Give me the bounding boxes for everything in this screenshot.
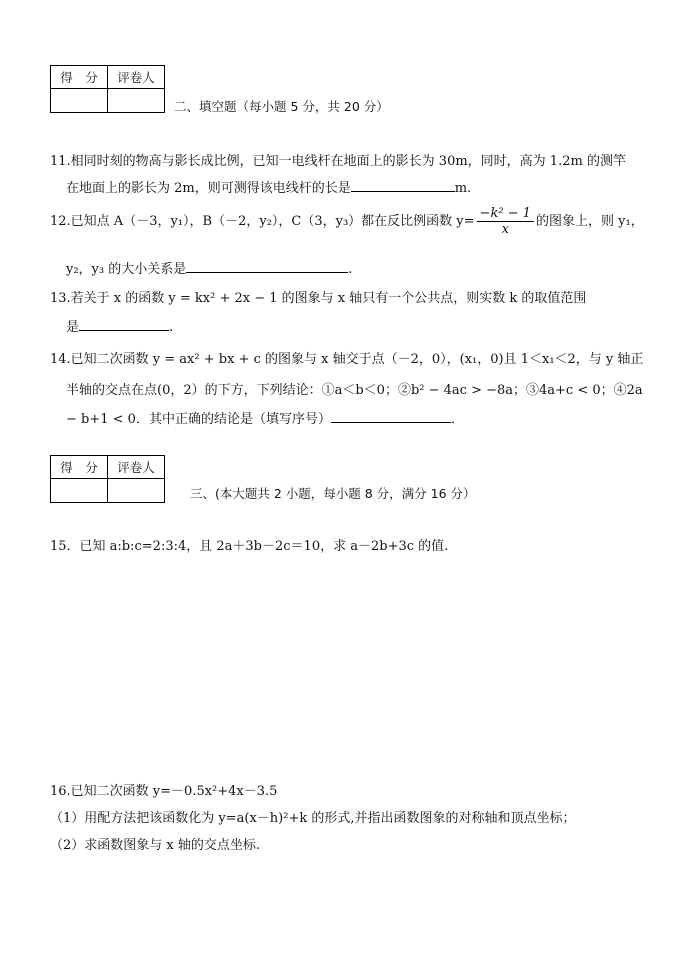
q14-line3: [66, 408, 464, 427]
score-label: 得 分: [51, 66, 108, 89]
q11-line2-text: 在地面上的影长为 2m，则可测得该电线杆的长是: [66, 181, 351, 196]
answer-blank: [79, 318, 169, 331]
section3-heading: 三、(本大题共 2 小题，每小题 8 分，满分 16 分）: [190, 486, 476, 501]
q14-line1: 14.已知二次函数 y = ax² + bx + c 的图象与 x 轴交于点（－2，0），(x₁，0)且 1＜x₁＜2，与 y 轴正: [50, 352, 644, 367]
q16-part1: （1）用配方法把该函数化为 y=a(x－h)²+k 的形式,并指出函数图象的对称轴和顶点坐标；: [50, 811, 576, 826]
answer-blank: [186, 260, 348, 273]
q13-end-period: .: [169, 320, 174, 335]
q14-end-period: ．: [450, 412, 464, 427]
answer-blank: [351, 179, 455, 192]
grader-cell: [108, 89, 165, 113]
q12-line2: [66, 258, 352, 277]
fraction-denominator: x: [501, 222, 509, 237]
score-table-section3: [50, 455, 165, 503]
q12-line2-text: y₂，y₃ 的大小关系是: [66, 262, 187, 277]
score-cell: [51, 89, 108, 113]
q13-line2-text: 是: [66, 320, 80, 335]
q16-part2: （2）求函数图象与 x 轴的交点坐标.: [50, 838, 260, 853]
q12-fraction: [477, 206, 534, 237]
q13-line1: 13.若关于 x 的函数 y = kx² + 2x − 1 的图象与 x 轴只有一个公共点，则实数 k 的取值范围: [50, 291, 587, 306]
answer-blank: [331, 410, 451, 423]
score-cell: [51, 479, 108, 503]
grader-cell: [108, 479, 165, 503]
q11-line2: [66, 177, 471, 196]
q12-end-period: .: [348, 262, 353, 277]
q15-text: 15．已知 a:b:c=2:3:4，且 2a＋3b－2c＝10，求 a－2b+3c 的值.: [50, 539, 449, 554]
grader-label: 评卷人: [108, 456, 165, 479]
q11-line1: 11.相同时刻的物高与影长成比例，已知一电线杆在地面上的影长为 30m，同时，高为 1.2m 的测竿: [50, 154, 626, 169]
q14-line2: 半轴的交点在点(0，2）的下方，下列结论：①a＜b＜0；②b² − 4ac > −8a；③4a+c < 0；④2a: [66, 383, 643, 398]
fraction-numerator: −k² − 1: [477, 206, 534, 222]
score-label: 得 分: [51, 456, 108, 479]
q13-line2: [66, 316, 173, 335]
score-table-section2: [50, 65, 165, 113]
q12-line1-text: 12.已知点 A（－3，y₁），B（－2，y₂），C（3，y₃）都在反比例函数 y=: [50, 214, 475, 229]
q12-line1: [50, 206, 644, 237]
section2-heading: 二、填空题（每小题 5 分，共 20 分）: [174, 99, 389, 114]
grader-label: 评卷人: [108, 66, 165, 89]
q16-stem: 16.已知二次函数 y=－0.5x²+4x－3.5: [50, 784, 278, 799]
q12-line1-end: 的图象上，则 y₁，: [535, 214, 644, 229]
q14-line3-text: − b+1 < 0．其中正确的结论是（填写序号）: [66, 412, 331, 427]
q11-unit: m.: [454, 181, 472, 196]
